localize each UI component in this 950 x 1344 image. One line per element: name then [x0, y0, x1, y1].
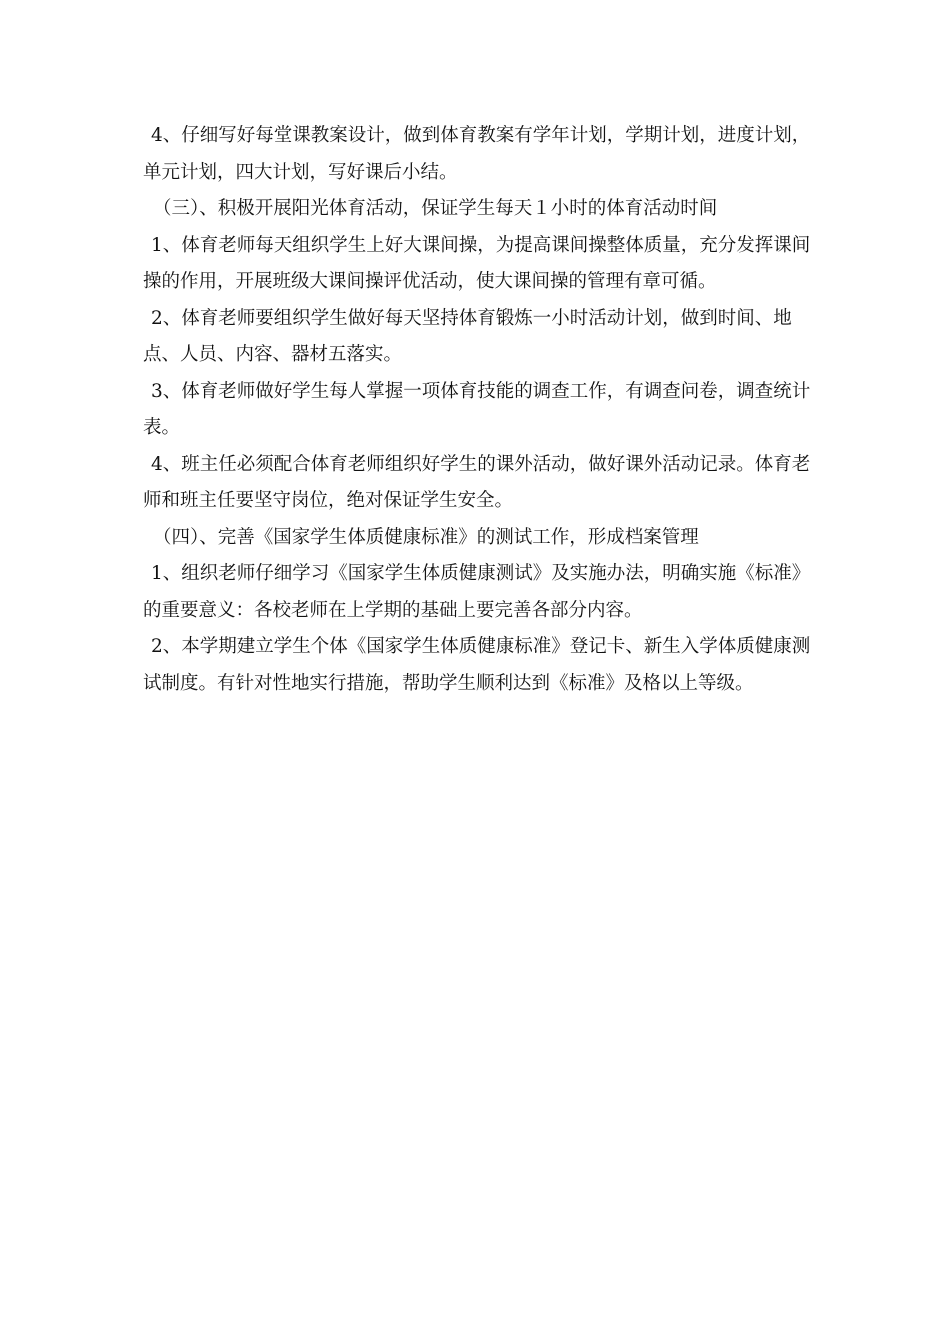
paragraph-item-4-extracurricular: 4、班主任必须配合体育老师组织好学生的课外活动，做好课外活动记录。体育老师和班主任要坚守岗位，绝对保证学生安全。	[143, 453, 811, 511]
paragraph-item-2-daily-exercise-plan: 2、体育老师要组织学生做好每天坚持体育锻炼一小时活动计划，做到时间、地点、人员、内容、器材五落实。	[143, 307, 792, 365]
section-heading-3-sunshine-sports: （三）、积极开展阳光体育活动，保证学生每天１小时的体育活动时间	[153, 198, 718, 219]
paragraph-item-4-lesson-plans: 4、仔细写好每堂课教案设计，做到体育教案有学年计划，学期计划，进度计划，单元计划，四大计划，写好课后小结。	[143, 125, 811, 183]
section-heading-4-health-standard: （四）、完善《国家学生体质健康标准》的测试工作，形成档案管理	[153, 526, 699, 548]
paragraph-item-1-study-standard: 1、组织老师仔细学习《国家学生体质健康测试》及实施办法，明确实施《标准》的重要意义：各校老师在上学期的基础上要完善各部分内容。	[143, 563, 811, 621]
paragraph-item-3-skills-survey: 3、体育老师做好学生每人掌握一项体育技能的调查工作，有调查问卷，调查统计表。	[143, 380, 811, 438]
paragraph-item-1-break-exercises: 1、体育老师每天组织学生上好大课间操，为提高课间操整体质量，充分发挥课间操的作用，开展班级大课间操评优活动，使大课间操的管理有章可循。	[143, 234, 811, 292]
paragraph-item-2-registration-card: 2、本学期建立学生个体《国家学生体质健康标准》登记卡、新生入学体质健康测试制度。有针对性地实行措施，帮助学生顺利达到《标准》及格以上等级。	[143, 636, 811, 694]
document-body	[143, 118, 823, 702]
